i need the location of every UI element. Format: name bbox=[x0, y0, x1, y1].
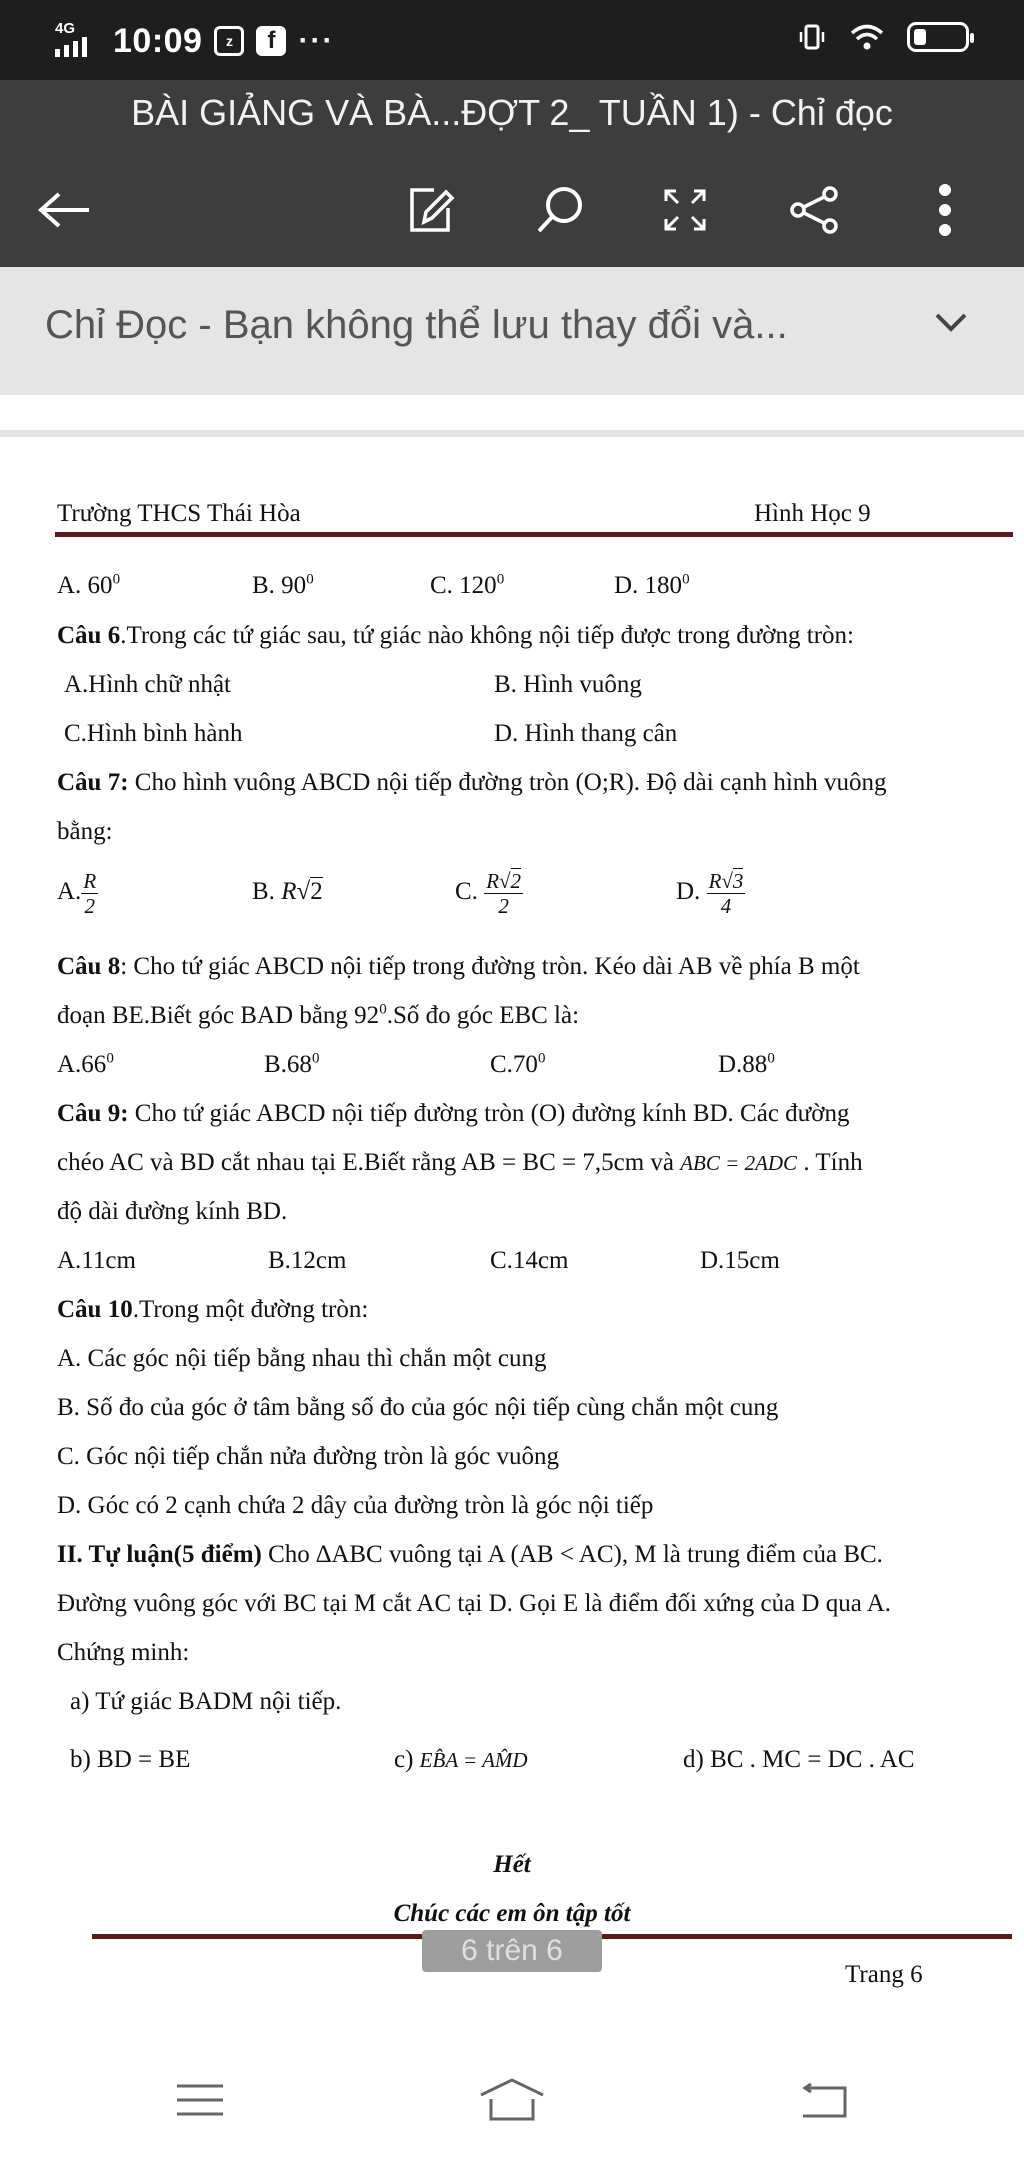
chevron-down-icon[interactable] bbox=[933, 311, 969, 335]
q9-option-b: B.12cm bbox=[268, 1247, 347, 1274]
zalo-icon: z bbox=[214, 26, 244, 56]
essay-part: II. Tự luận(5 điểm) Cho ∆ABC vuông tại A (AB < AC), M là trung điểm của BC. bbox=[57, 1541, 883, 1568]
q7-option-c: C. $\frac{R√2}{2}$ bbox=[455, 868, 522, 918]
question-9-cont: chéo AC và BD cắt nhau tại E.Biết rằng AB = BC = 7,5cm và ABC = 2ADC . Tính bbox=[57, 1149, 863, 1176]
read-only-message: Chỉ Đọc - Bạn không thể lưu thay đổi và... bbox=[45, 303, 788, 347]
q7-option-a: A. $\frac{R}{2}$ bbox=[57, 868, 97, 918]
share-icon bbox=[788, 185, 842, 235]
question-7-cont: bằng: bbox=[57, 818, 113, 845]
q8-option-a: $A.66^0$ bbox=[57, 1050, 114, 1078]
fullscreen-button[interactable] bbox=[650, 170, 720, 250]
essay-part-cont: Đường vuông góc với BC tại M cắt AC tại D. Gọi E là điểm đối xứng của D qua A. bbox=[57, 1590, 891, 1617]
menu-icon bbox=[175, 2080, 225, 2120]
q10-option-b: B. Số đo của góc ở tâm bằng số đo của góc nội tiếp cùng chắn một cung bbox=[57, 1394, 779, 1421]
closing-message: Chúc các em ôn tập tốt bbox=[393, 1900, 631, 1927]
home-icon bbox=[477, 2077, 547, 2123]
page-footer: Trang 6 bbox=[845, 1961, 923, 1988]
page-indicator: 6 trên 6 bbox=[422, 1930, 602, 1972]
network-type: 4G bbox=[55, 20, 76, 37]
question-9-cont2: độ dài đường kính BD. bbox=[57, 1198, 288, 1225]
q7-option-b: B. R√2 bbox=[252, 878, 323, 905]
end-mark: Hết bbox=[493, 1851, 531, 1878]
prev-option-d: D. $180^0$ bbox=[614, 571, 690, 599]
document-title: BÀI GIẢNG VÀ BÀ...ĐỢT 2_ TUẦN 1) - Chỉ đọc bbox=[131, 92, 893, 133]
header-rule bbox=[55, 532, 1013, 537]
app-bar bbox=[0, 80, 1024, 267]
essay-item-a: a) Tứ giác BADM nội tiếp. bbox=[70, 1688, 342, 1715]
q8-option-d: $D.88^0$ bbox=[718, 1050, 775, 1078]
vibrate-icon bbox=[797, 22, 827, 52]
question-9: Câu 9: Cho tứ giác ABCD nội tiếp đường tròn (O) đường kính BD. Các đường bbox=[57, 1100, 850, 1127]
q10-option-a: A. Các góc nội tiếp bằng nhau thì chắn một cung bbox=[57, 1345, 547, 1372]
home-button[interactable] bbox=[467, 2060, 557, 2140]
essay-part-cont2: Chứng minh: bbox=[57, 1639, 190, 1666]
prev-option-a: A. $60^0$ bbox=[57, 571, 121, 599]
facebook-icon: f bbox=[256, 26, 286, 56]
more-vert-icon bbox=[935, 182, 955, 238]
edit-pen-icon bbox=[404, 184, 456, 236]
return-icon bbox=[799, 2078, 853, 2122]
signal-icon bbox=[55, 21, 101, 61]
back-arrow-icon bbox=[37, 190, 93, 230]
q6-option-b: B. Hình vuông bbox=[494, 671, 642, 698]
q8-option-b: $B.68^0$ bbox=[264, 1050, 320, 1078]
q6-option-d: D. Hình thang cân bbox=[494, 720, 678, 747]
essay-item-c: c) EB̂A = AM̂D bbox=[394, 1746, 528, 1773]
q8-option-c: $C.70^0$ bbox=[490, 1050, 546, 1078]
back-button[interactable] bbox=[30, 170, 100, 250]
search-button[interactable] bbox=[525, 170, 595, 250]
q6-option-a: A.Hình chữ nhật bbox=[64, 671, 231, 698]
separator bbox=[0, 430, 1024, 437]
status-bar bbox=[0, 0, 1024, 80]
question-7: Câu 7: Cho hình vuông ABCD nội tiếp đường tròn (O;R). Độ dài cạnh hình vuông bbox=[57, 769, 887, 796]
search-icon bbox=[533, 183, 587, 237]
navigation-bar bbox=[0, 2040, 1024, 2162]
more-notifications-icon: ··· bbox=[298, 24, 335, 57]
back-nav-button[interactable] bbox=[781, 2060, 871, 2140]
question-8-cont: đoạn BE.Biết góc BAD bằng $92^0.Số$ đo góc EBC là: bbox=[57, 1001, 580, 1029]
edit-button[interactable] bbox=[395, 170, 465, 250]
q9-option-d: D.15cm bbox=[700, 1247, 780, 1274]
share-button[interactable] bbox=[780, 170, 850, 250]
prev-option-c: C. $120^0$ bbox=[430, 571, 505, 599]
more-options-button[interactable] bbox=[910, 170, 980, 250]
question-6: Câu 6.Trong các tứ giác sau, tứ giác nào không nội tiếp được trong đường tròn: bbox=[57, 622, 854, 649]
read-only-banner[interactable] bbox=[0, 267, 1024, 395]
menu-button[interactable] bbox=[155, 2060, 245, 2140]
q10-option-d: D. Góc có 2 cạnh chứa 2 dây của đường tròn là góc nội tiếp bbox=[57, 1492, 654, 1519]
q6-option-c: C.Hình bình hành bbox=[64, 720, 243, 747]
q9-option-a: A.11cm bbox=[57, 1247, 136, 1274]
q10-option-c: C. Góc nội tiếp chắn nửa đường tròn là góc vuông bbox=[57, 1443, 560, 1470]
question-8: Câu 8: Cho tứ giác ABCD nội tiếp trong đường tròn. Kéo dài AB về phía B một bbox=[57, 953, 860, 980]
school-name: Trường THCS Thái Hòa bbox=[57, 500, 301, 527]
battery-icon bbox=[907, 22, 969, 52]
subject-name: Hình Học 9 bbox=[754, 500, 871, 527]
status-time: 10:09 bbox=[113, 21, 203, 60]
expand-icon bbox=[660, 185, 710, 235]
essay-item-d: d) BC . MC = DC . AC bbox=[683, 1746, 915, 1773]
q7-option-d: D. $\frac{R√3}{4}$ bbox=[676, 868, 744, 918]
toolbar bbox=[0, 170, 1024, 250]
q9-option-c: C.14cm bbox=[490, 1247, 569, 1274]
question-10: Câu 10.Trong một đường tròn: bbox=[57, 1296, 369, 1323]
wifi-icon bbox=[849, 22, 885, 52]
essay-item-b: b) BD = BE bbox=[70, 1746, 191, 1773]
prev-option-b: B. $90^0$ bbox=[252, 571, 314, 599]
